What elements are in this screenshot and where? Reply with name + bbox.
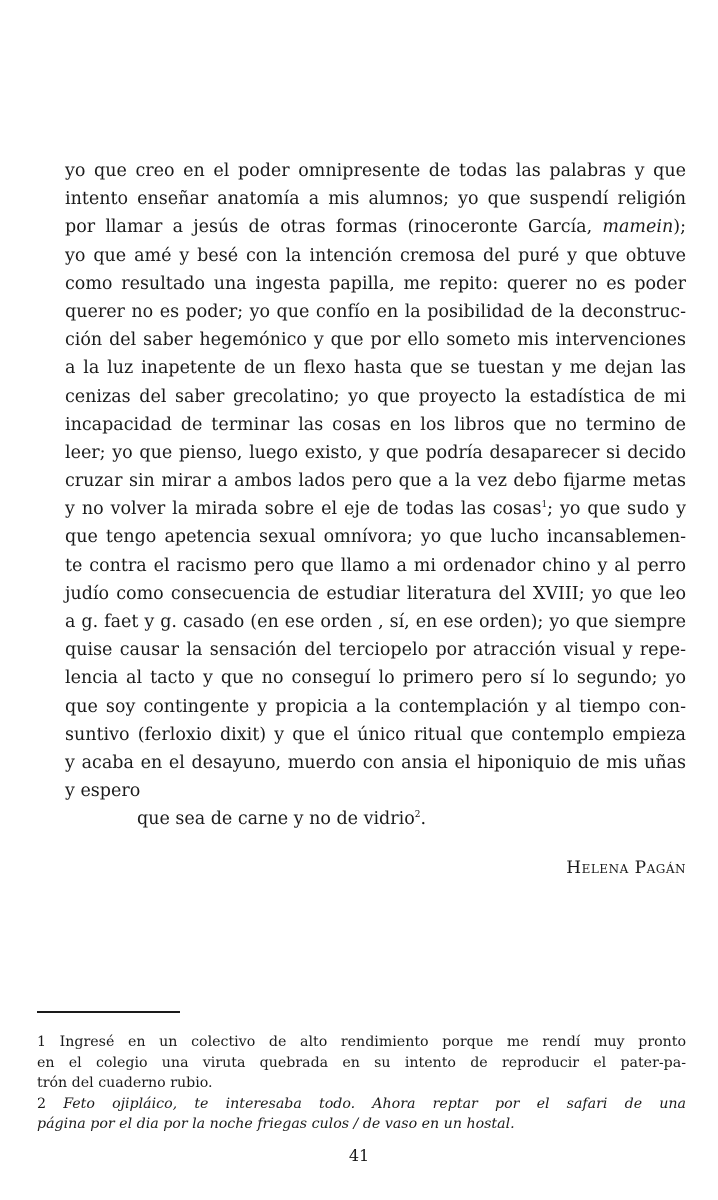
poem-line-tail: ); — [673, 217, 686, 238]
poem-line: y espero — [65, 781, 141, 802]
poem-line-indented — [65, 805, 686, 833]
poem-line: suntivo (ferloxio dixit) y que el único ritual que contemplo empieza — [65, 724, 686, 745]
poem-line: leer; yo que pienso, luego existo, y que podría desaparecer si decido — [65, 442, 686, 463]
footnote-1-line: 1 Ingresé en un colectivo de alto rendimiento porque me rendí muy pronto — [37, 1034, 686, 1050]
poem-line: yo que amé y besé con la intención cremosa del puré y que obtuve — [65, 245, 686, 266]
footnotes — [37, 1032, 686, 1135]
poem-line: a g. faet y g. casado (en ese orden , sí, en ese orden); yo que siempre — [65, 612, 686, 632]
poem-line — [65, 495, 686, 523]
footnote-2-text: página por el dia por la noche friegas culos / de vaso en un hostal. — [37, 1116, 515, 1133]
poem-line-tail: ; yo que sudo y — [547, 499, 686, 520]
footnote-mark-1[interactable]: 1 — [541, 500, 548, 511]
footnote-2-line — [37, 1114, 686, 1135]
poem-line-text: y no volver la mirada sobre el eje de todas las cosas — [65, 499, 542, 520]
poem-line: que soy contingente y propicia a la contemplación y al tiempo con- — [65, 696, 686, 717]
page-number: 41 — [348, 1146, 370, 1165]
author-name: Helena Pagán — [566, 858, 686, 878]
poem-line: yo que creo en el poder omnipresente de todas las palabras y que — [65, 161, 686, 181]
poem-line: quise causar la sensación del terciopelo por atracción visual y repe- — [65, 640, 686, 661]
poem-line: como resultado una ingesta papilla, me repito: querer no es poder — [65, 273, 686, 294]
poem-line-text: por llamar a jesús de otras formas (rinoceronte García, — [65, 217, 603, 238]
poem-line: ción del saber hegemónico y que por ello someto mis intervenciones — [65, 330, 686, 351]
poem-body — [65, 157, 686, 834]
poem-line: y acaba en el desayuno, muerdo con ansia el hiponiquio de mis uñas — [65, 752, 686, 773]
footnote-divider — [37, 1011, 180, 1013]
poem-line: judío como consecuencia de estudiar literatura del XVIII; yo que leo — [65, 583, 686, 604]
footnote-2-line — [37, 1094, 686, 1115]
poem-line — [65, 213, 686, 241]
poem-line: a la luz inapetente de un flexo hasta que se tuestan y me dejan las — [65, 358, 686, 379]
footnote-mark-2[interactable]: 2 — [414, 810, 421, 821]
poem-line: cruzar sin mirar a ambos lados pero que a la vez debo fijarme metas — [65, 471, 686, 492]
poem-line: te contra el racismo pero que llamo a mi ordenador chino y al perro — [65, 555, 686, 576]
poem-line: intento enseñar anatomía a mis alumnos; yo que suspendí religión — [65, 189, 686, 210]
poem-line: querer no es poder; yo que confío en la posibilidad de la deconstruc- — [65, 301, 686, 322]
poem-line: incapacidad de terminar las cosas en los libros que no termino de — [65, 414, 686, 435]
poem-line: cenizas del saber grecolatino; yo que proyecto la estadística de mi — [65, 386, 686, 407]
poem-line-text: que sea de carne y no de vidrio — [137, 809, 415, 830]
footnote-1-line: en el colegio una viruta quebrada en su intento de reproducir el pater-pa- — [37, 1054, 686, 1071]
poem-line: lencia al tacto y que no conseguí lo primero pero sí lo segundo; yo — [65, 668, 686, 689]
poem-line: que tengo apetencia sexual omnívora; yo que lucho incansablemen- — [65, 527, 686, 548]
final-period: . — [420, 809, 427, 830]
footnote-2-number: 2 — [37, 1095, 64, 1112]
footnote-2-text: Feto ojipláico, te interesaba todo. Ahora reptar por el safari de una — [63, 1095, 686, 1112]
footnote-1-line: trón del cuaderno rubio. — [37, 1075, 213, 1092]
italic-word: mamein — [602, 217, 674, 238]
